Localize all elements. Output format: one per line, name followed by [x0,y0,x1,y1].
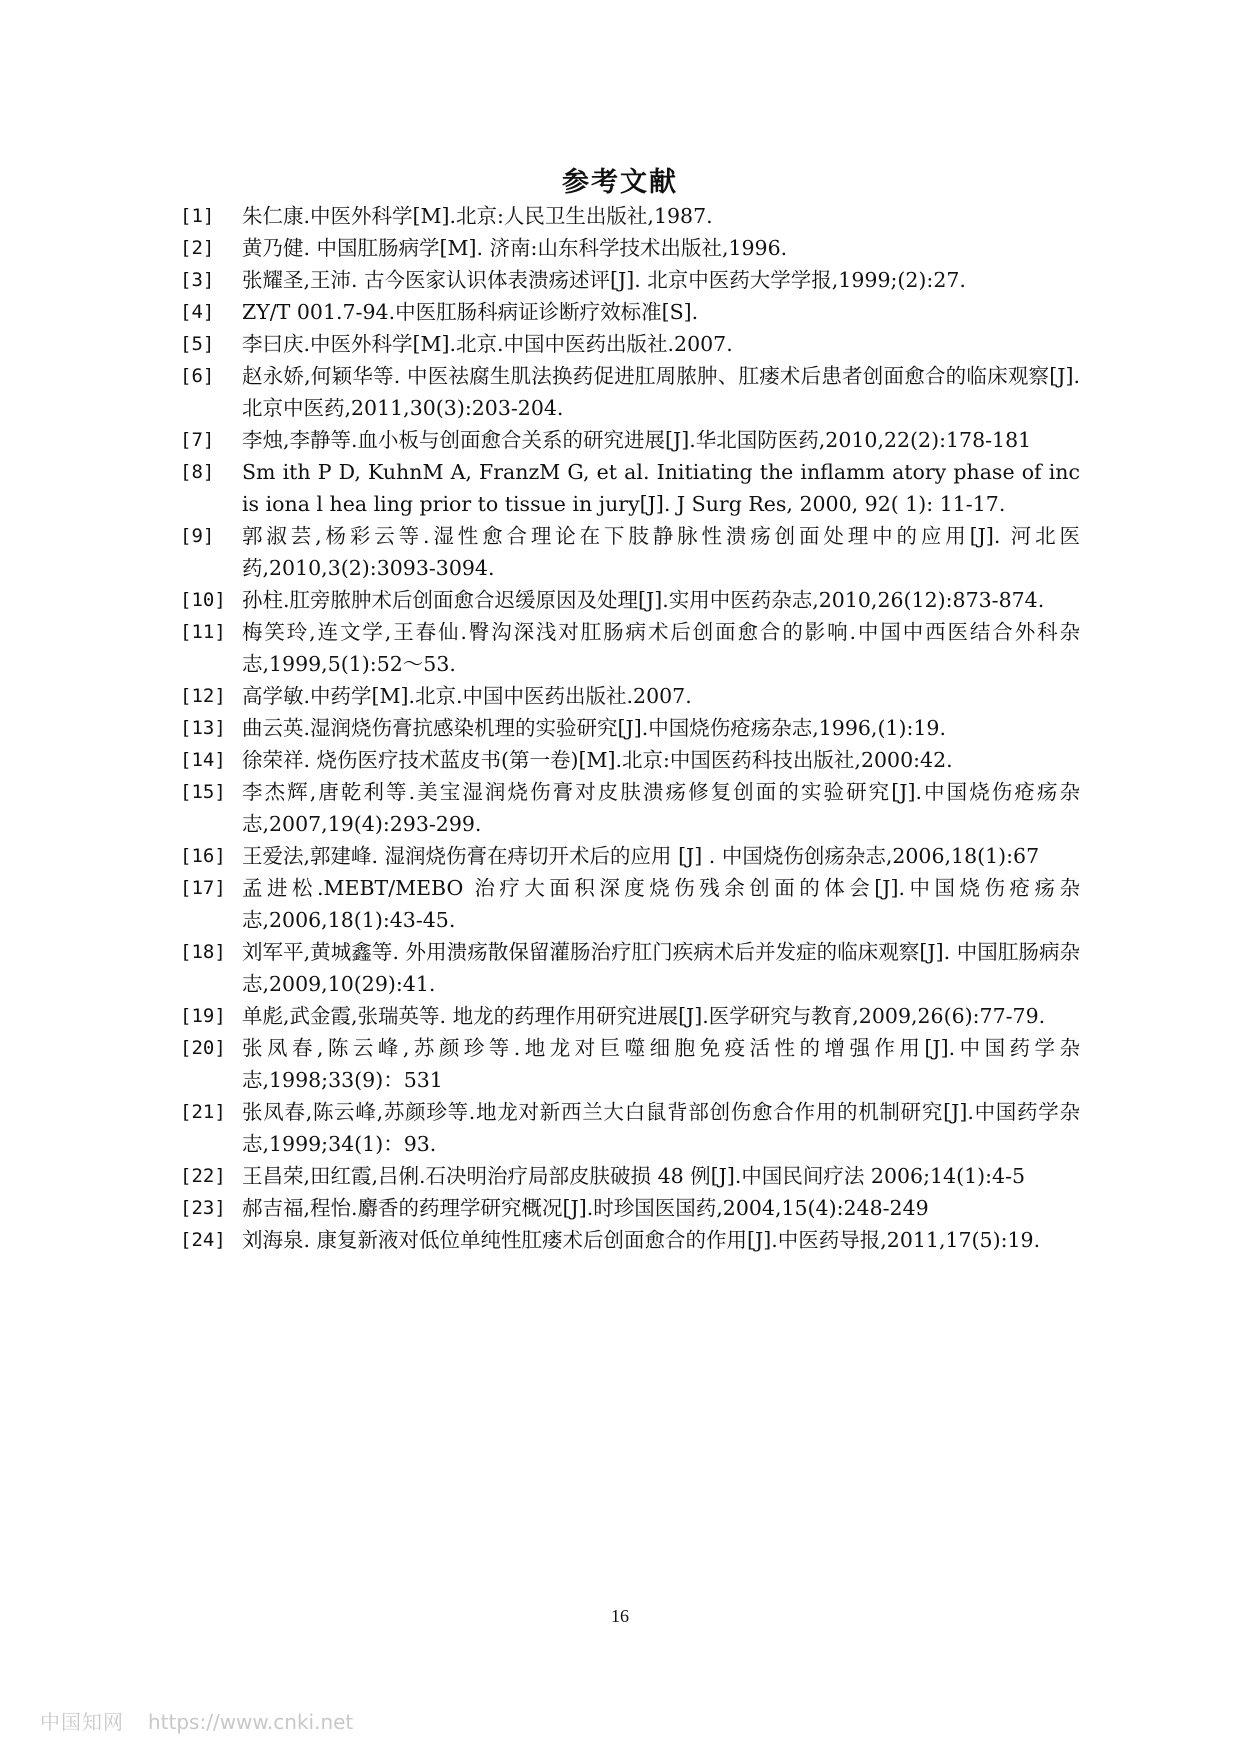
reference-item [180,616,1080,680]
reference-text: 赵永娇,何颖华等. 中医祛腐生肌法换药促进肛周脓肿、肛瘘术后患者创面愈合的临床观察[J].北京中医药,2011,30(3):203-204. [242,364,1080,420]
reference-number: [19] [180,1005,226,1027]
reference-number: [15] [180,781,226,803]
reference-number: [22] [180,1165,226,1187]
reference-number: [3] [180,269,215,291]
reference-text: 孙柱.肛旁脓肿术后创面愈合迟缓原因及处理[J].实用中医药杂志,2010,26(12):873-874. [242,588,1045,612]
reference-item [180,712,1080,744]
reference-number: [24] [180,1229,226,1251]
reference-number: [11] [180,621,226,643]
reference-text: 曲云英.湿润烧伤膏抗感染机理的实验研究[J].中国烧伤疮疡杂志,1996,(1):19. [242,716,946,740]
reference-text: ZY/T 001.7-94.中医肛肠科病证诊断疗效标准[S]. [242,300,699,324]
reference-text: 徐荣祥. 烧伤医疗技术蓝皮书(第一卷)[M].北京:中国医药科技出版社,2000:42. [242,748,953,772]
reference-text: Sm ith P D, KuhnM A, FranzM G, et al. Initiating the inflamm atory phase of inc is iona l hea ling prior to tissue in jury[J]. J Surg Res, 2000, 92( 1): 11-17. [242,460,1080,516]
reference-item [180,296,1080,328]
reference-item [180,424,1080,456]
reference-text: 王昌荣,田红霞,吕俐.石决明治疗局部皮肤破损 48 例[J].中国民间疗法 2006;14(1):4-5 [242,1164,1026,1188]
reference-text: 李杰辉,唐乾利等.美宝湿润烧伤膏对皮肤溃疡修复创面的实验研究[J].中国烧伤疮疡杂志,2007,19(4):293-299. [242,780,1080,836]
reference-text: 黄乃健. 中国肛肠病学[M]. 济南:山东科学技术出版社,1996. [242,236,788,260]
reference-text: 郝吉福,程怡.麝香的药理学研究概况[J].时珍国医国药,2004,15(4):248-249 [242,1196,929,1220]
reference-item [180,520,1080,584]
reference-item [180,680,1080,712]
reference-number: [20] [180,1037,226,1059]
reference-text: 高学敏.中药学[M].北京.中国中医药出版社.2007. [242,684,692,708]
reference-number: [17] [180,877,226,899]
reference-text: 李烛,李静等.血小板与创面愈合关系的研究进展[J].华北国防医药,2010,22(2):178-181 [242,428,1032,452]
reference-item [180,360,1080,424]
reference-number: [14] [180,749,226,771]
watermark-url: https://www.cnki.net [148,1710,354,1734]
reference-text: 梅笑玲,连文学,王春仙.臀沟深浅对肛肠病术后创面愈合的影响.中国中西医结合外科杂志,1999,5(1):52～53. [242,620,1080,676]
reference-number: [16] [180,845,226,867]
reference-number: [13] [180,717,226,739]
reference-text: 张耀圣,王沛. 古今医家认识体表溃疡述评[J]. 北京中医药大学学报,1999;(2):27. [242,268,966,292]
reference-number: [12] [180,685,226,707]
reference-number: [5] [180,333,215,355]
reference-item [180,872,1080,936]
reference-text: 朱仁康.中医外科学[M].北京:人民卫生出版社,1987. [242,204,713,228]
reference-item [180,1160,1080,1192]
reference-item [180,776,1080,840]
reference-number: [6] [180,365,215,387]
reference-number: [18] [180,941,226,963]
reference-item [180,1192,1080,1224]
watermark-brand: 中国知网 [40,1710,124,1734]
reference-item [180,744,1080,776]
reference-text: 刘海泉. 康复新液对低位单纯性肛瘘术后创面愈合的作用[J].中医药导报,2011,17(5):19. [242,1228,1041,1252]
reference-item [180,840,1080,872]
reference-number: [9] [180,525,215,547]
reference-number: [10] [180,589,226,611]
reference-number: [21] [180,1101,226,1123]
reference-item [180,1224,1080,1256]
reference-item [180,456,1080,520]
reference-item [180,936,1080,1000]
reference-item [180,1096,1080,1160]
reference-list [180,200,1080,1256]
reference-text: 张凤春,陈云峰,苏颜珍等.地龙对新西兰大白鼠背部创伤愈合作用的机制研究[J].中国药学杂志,1999;34(1)：93. [242,1100,1080,1156]
page-number: 16 [611,1606,629,1626]
reference-number: [23] [180,1197,226,1219]
reference-text: 郭淑芸,杨彩云等.湿性愈合理论在下肢静脉性溃疡创面处理中的应用[J]. 河北医药,2010,3(2):3093-3094. [242,524,1080,580]
watermark [40,1706,353,1735]
reference-text: 单彪,武金霞,张瑞英等. 地龙的药理作用研究进展[J].医学研究与教育,2009,26(6):77-79. [242,1004,1046,1028]
reference-number: [1] [180,205,215,227]
reference-item [180,328,1080,360]
reference-item [180,200,1080,232]
reference-text: 刘军平,黄城鑫等. 外用溃疡散保留灌肠治疗肛门疾病术后并发症的临床观察[J]. 中国肛肠病杂志,2009,10(29):41. [242,940,1080,996]
reference-item [180,232,1080,264]
page-title: 参考文献 [562,167,678,198]
reference-item [180,264,1080,296]
reference-number: [4] [180,301,215,323]
reference-text: 王爱法,郭建峰. 湿润烧伤膏在痔切开术后的应用 [J] . 中国烧伤创疡杂志,2006,18(1):67 [242,844,1040,868]
reference-number: [8] [180,461,215,483]
reference-text: 孟进松.MEBT/MEBO 治疗大面积深度烧伤残余创面的体会[J].中国烧伤疮疡杂志,2006,18(1):43-45. [242,876,1080,932]
reference-item [180,1032,1080,1096]
reference-number: [2] [180,237,215,259]
reference-item [180,1000,1080,1032]
reference-item [180,584,1080,616]
reference-text: 李曰庆.中医外科学[M].北京.中国中医药出版社.2007. [242,332,733,356]
reference-text: 张凤春,陈云峰,苏颜珍等.地龙对巨噬细胞免疫活性的增强作用[J].中国药学杂志,1998;33(9)：531 [242,1036,1080,1092]
reference-number: [7] [180,429,215,451]
